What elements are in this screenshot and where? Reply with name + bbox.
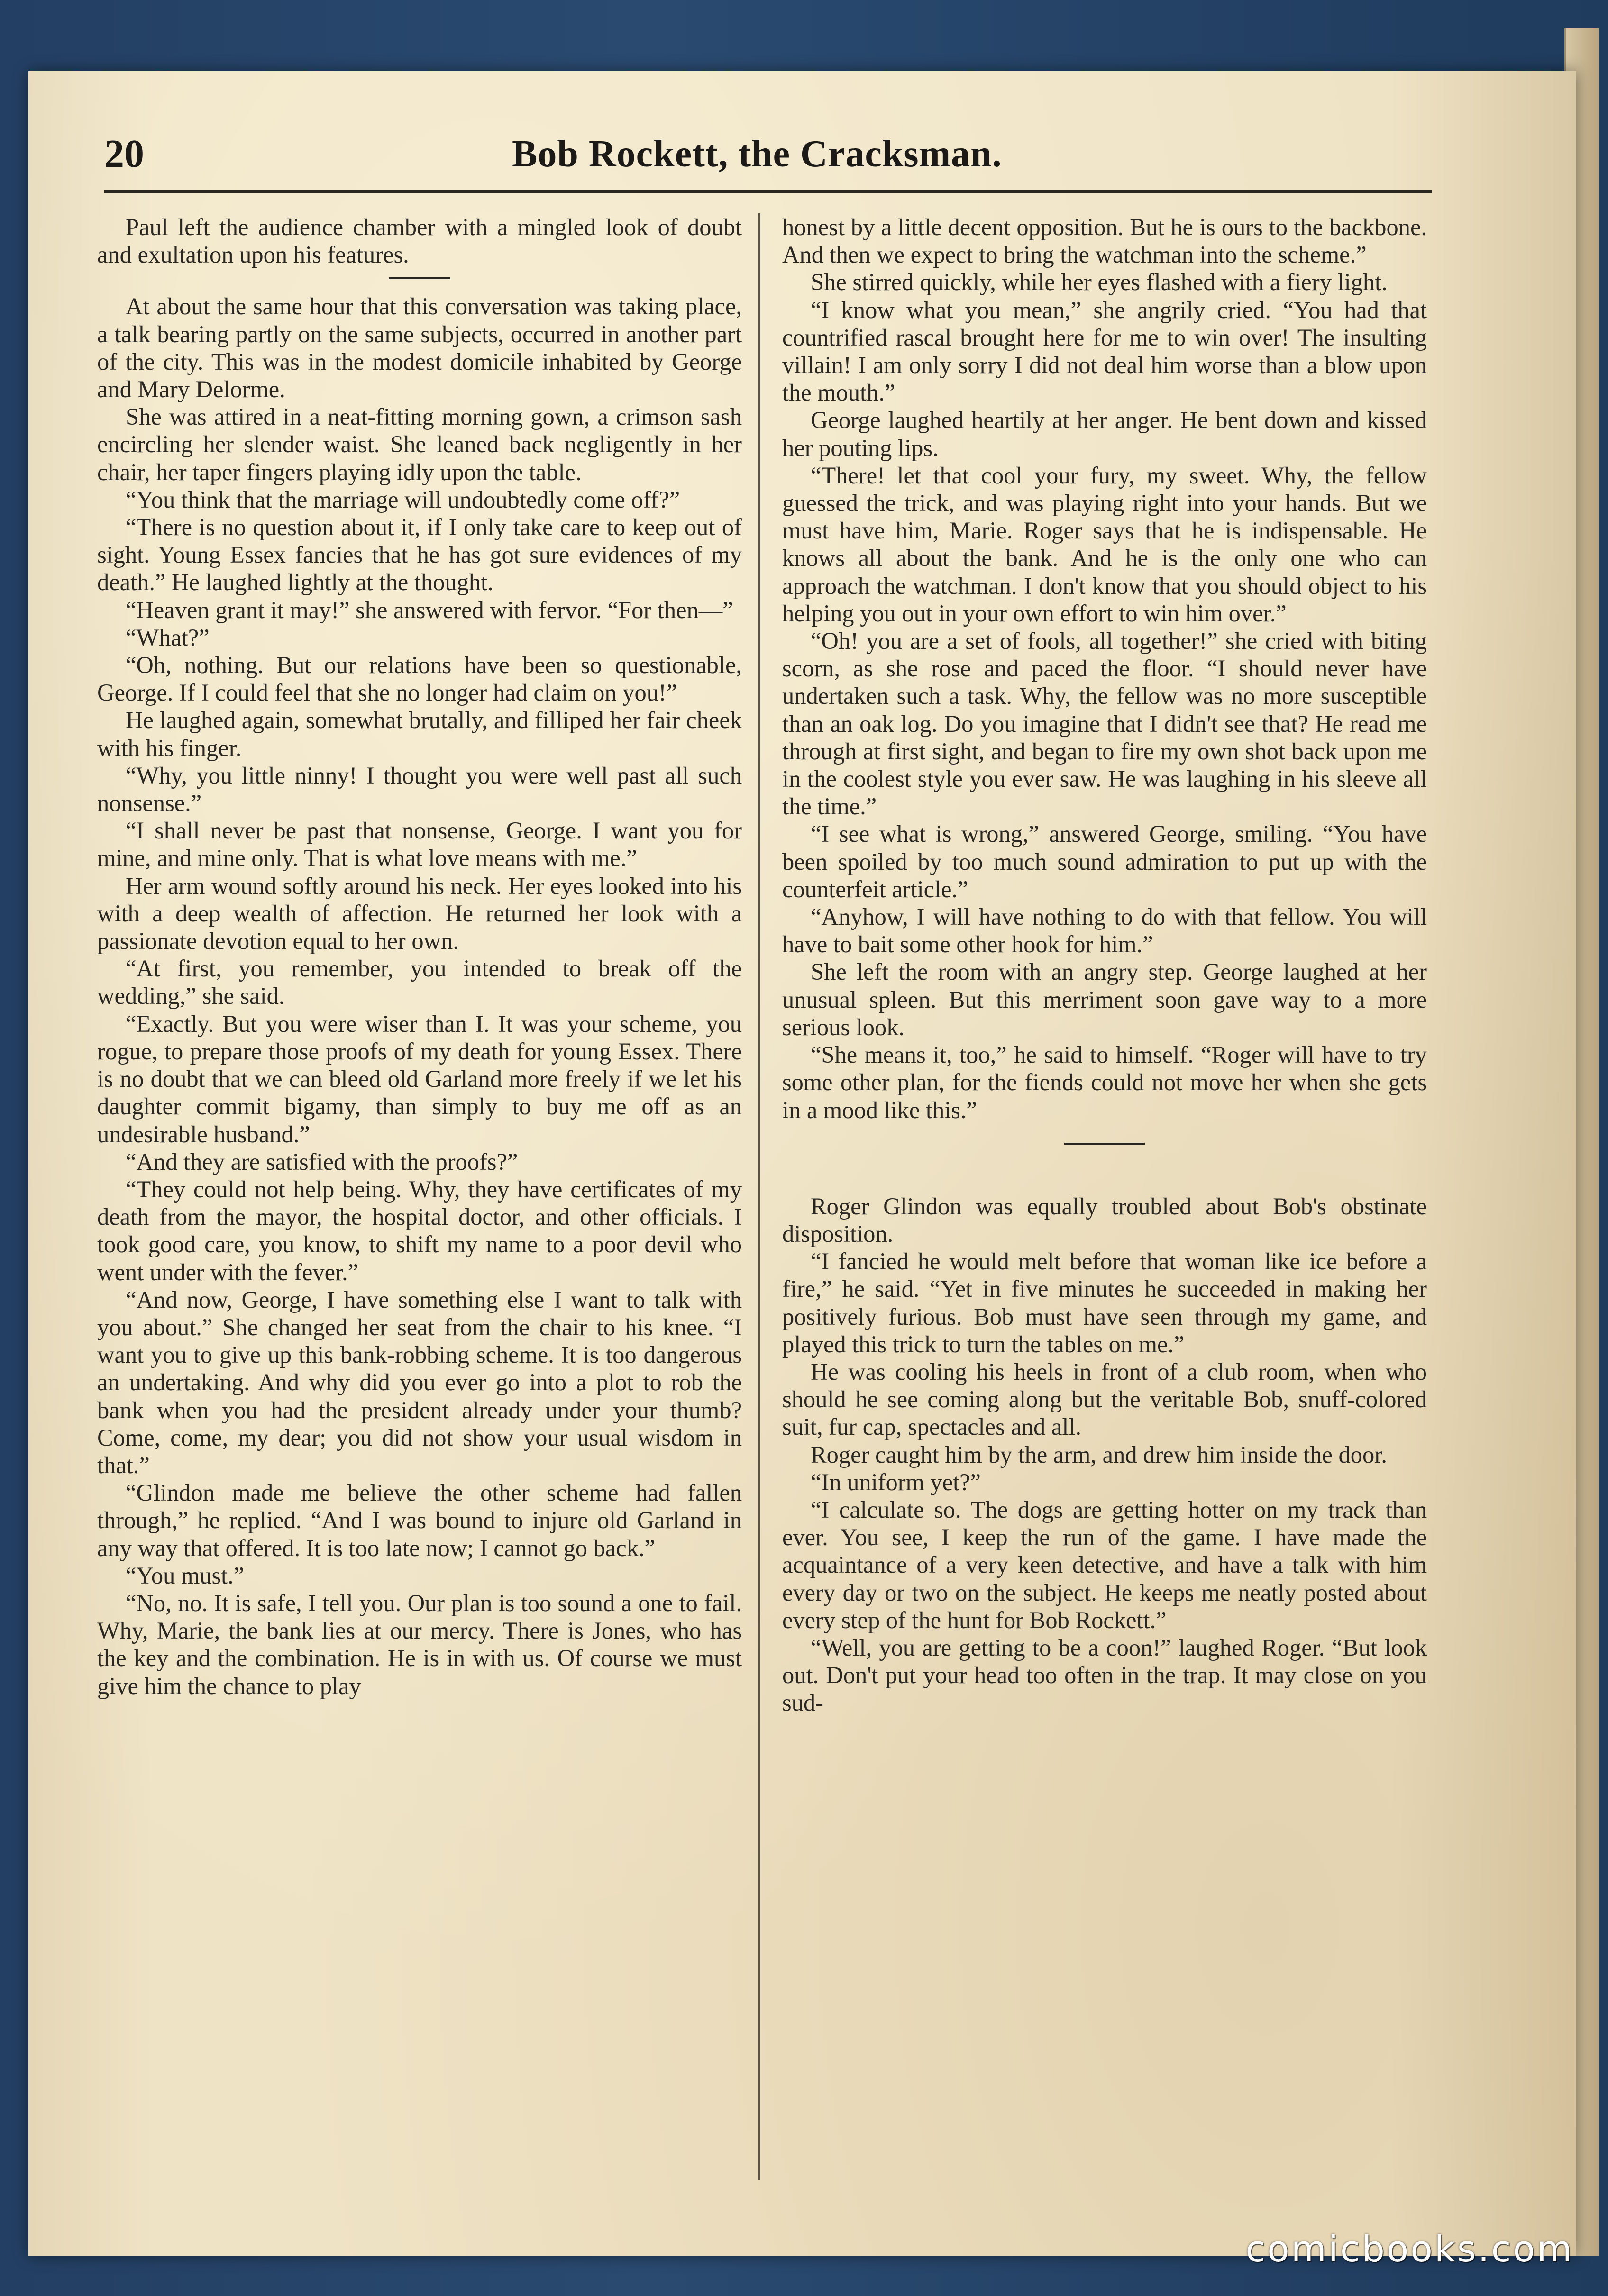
paragraph: “What?”: [126, 624, 210, 651]
paragraph: “I see what is wrong,” answered George, smiling. “You have been spoiled by too much sound admiration to put up with the counterfeit article.”: [782, 820, 1427, 902]
running-title: Bob Rockett, the Cracksman.: [512, 133, 1002, 175]
paragraph: “And they are satisfied with the proofs?”: [126, 1148, 518, 1175]
paragraph: “Oh! you are a set of fools, all together!” she cried with biting scorn, as she rose and paced the floor. “I should never have undertaken such a task. Why, the fellow was no more susceptible than an oak log. Do you imagine that I didn't see that? He read me through at first sight, and began to fire my own shot back upon me in the coolest style you ever saw. He was laughing in his sleeve all the time.”: [782, 628, 1427, 820]
paragraph: “I know what you mean,” she angrily cried. “You had that countrified rascal brought here for me to win over! The insulting villain! I am only sorry I did not deal him worse than a blow upon the mouth.”: [782, 296, 1427, 406]
paragraph: “There! let that cool your fury, my sweet. Why, the fellow guessed the trick, and was playing right into your hands. But we must have him, Marie. Roger says that he is indispensable. He knows all about the bank. And he is the only one who can approach the watchman. I don't know that you should object to his helping you out in your own effort to win him over.”: [782, 462, 1427, 627]
paragraph: “Why, you little ninny! I thought you were well past all such nonsense.”: [97, 762, 742, 817]
paragraph: “At first, you remember, you intended to break off the wedding,” she said.: [97, 955, 742, 1010]
paragraph: “Anyhow, I will have nothing to do with that fellow. You will have to bait some other hook for him.”: [782, 903, 1427, 958]
paragraph: “I fancied he would melt before that woman like ice before a fire,” he said. “Yet in five minutes he succeeded in making her positively furious. Bob must have seen through my game, and played this trick to turn the tables on me.”: [782, 1248, 1427, 1358]
section-break-rule: [1064, 1143, 1145, 1145]
paragraph: “There is no question about it, if I only take care to keep out of sight. Young Essex fancies that he has got sure evidences of my death.” He laughed lightly at the thought.: [97, 514, 742, 596]
paragraph: “They could not help being. Why, they have certificates of my death from the mayor, the hospital doctor, and other officials. I took good care, you know, to shift my name to a poor devil who went under with the fever.”: [97, 1175, 742, 1285]
paragraph: George laughed heartily at her anger. He bent down and kissed her pouting lips.: [782, 407, 1427, 461]
paragraph: He was cooling his heels in front of a club room, when who should he see coming along but the veritable Bob, snuff-colored suit, fur cap, spectacles and all.: [782, 1358, 1427, 1440]
paragraph: Roger caught him by the arm, and drew him inside the door.: [811, 1441, 1387, 1468]
paragraph: “You think that the marriage will undoubtedly come off?”: [126, 486, 680, 513]
paragraph: Paul left the audience chamber with a mingled look of doubt and exultation upon his features.: [97, 214, 742, 268]
paragraph: “Heaven grant it may!” she answered with fervor. “For then—”: [126, 596, 733, 623]
paragraph: She was attired in a neat-fitting morning gown, a crimson sash encircling her slender waist. She leaned back negligently in her chair, her taper fingers playing idly upon the table.: [97, 403, 742, 485]
left-column: [97, 213, 742, 1700]
header-rule: [104, 190, 1432, 193]
paragraph: “Well, you are getting to be a coon!” laughed Roger. “But look out. Don't put your head too often in the trap. It may close on you sud-: [782, 1634, 1427, 1716]
site-watermark: comicbooks.com: [1245, 2228, 1574, 2270]
paragraph: honest by a little decent opposition. But he is ours to the backbone. And then we expect to bring the watchman into the scheme.”: [782, 214, 1427, 268]
paragraph: “Glindon made me believe the other scheme had fallen through,” he replied. “And I was bound to injure old Garland in any way that offered. It is too late now; I cannot go back.”: [97, 1479, 742, 1561]
paragraph: Her arm wound softly around his neck. Her eyes looked into his with a deep wealth of affection. He returned her look with a passionate devotion equal to her own.: [97, 872, 742, 955]
paragraph: Roger Glindon was equally troubled about Bob's obstinate disposition.: [782, 1193, 1427, 1247]
paragraph: “I calculate so. The dogs are getting hotter on my track than ever. You see, I keep the run of the game. I have made the acquaintance of a very keen detective, and have a talk with him every day or two on the subject. He keeps me neatly posted about every step of the hunt for Bob Rockett.”: [782, 1496, 1427, 1633]
paragraph: “In uniform yet?”: [811, 1468, 981, 1495]
paragraph: “No, no. It is safe, I tell you. Our plan is too sound a one to fail. Why, Marie, the bank lies at our mercy. There is Jones, who has the key and the combination. He is in with us. Of course we must give him the chance to play: [97, 1589, 742, 1699]
paragraph: “Exactly. But you were wiser than I. It was your scheme, you rogue, to prepare those proofs of my death for young Essex. There is no doubt that we can bleed old Garland more freely if we let his daughter commit bigamy, than simply to buy me off as an undesirable husband.”: [97, 1010, 742, 1148]
page-number: 20: [104, 132, 144, 176]
paragraph: “Oh, nothing. But our relations have been so questionable, George. If I could feel that she no longer had claim on you!”: [97, 652, 742, 706]
paragraph: She stirred quickly, while her eyes flashed with a fiery light.: [811, 269, 1388, 296]
right-column: [782, 213, 1427, 1717]
paragraph: He laughed again, somewhat brutally, and filliped her fair cheek with his finger.: [97, 707, 742, 761]
paragraph: At about the same hour that this conversation was taking place, a talk bearing partly on the same subjects, occurred in another part of the city. This was in the modest domicile inhabited by George and Mary Delorme.: [97, 293, 742, 403]
paragraph: “You must.”: [126, 1562, 245, 1589]
paragraph: She left the room with an angry step. George laughed at her unusual spleen. But this merriment soon gave way to a more serious look.: [782, 958, 1427, 1040]
paragraph: “And now, George, I have something else I want to talk with you about.” She changed her seat from the chair to his knee. “I want you to give up this bank-robbing scheme. It is too dangerous an undertaking. And why did you ever go into a plot to rob the bank when you had the president already under your thumb? Come, come, my dear; you did not show your usual wisdom in that.”: [97, 1286, 742, 1478]
section-break-rule: [389, 277, 450, 279]
paragraph: “She means it, too,” he said to himself. “Roger will have to try some other plan, for the fiends could not move her when she gets in a mood like this.”: [782, 1041, 1427, 1123]
column-divider: [758, 213, 760, 2180]
paragraph: “I shall never be past that nonsense, George. I want you for mine, and mine only. That is what love means with me.”: [97, 817, 742, 872]
running-header: [104, 128, 1432, 185]
